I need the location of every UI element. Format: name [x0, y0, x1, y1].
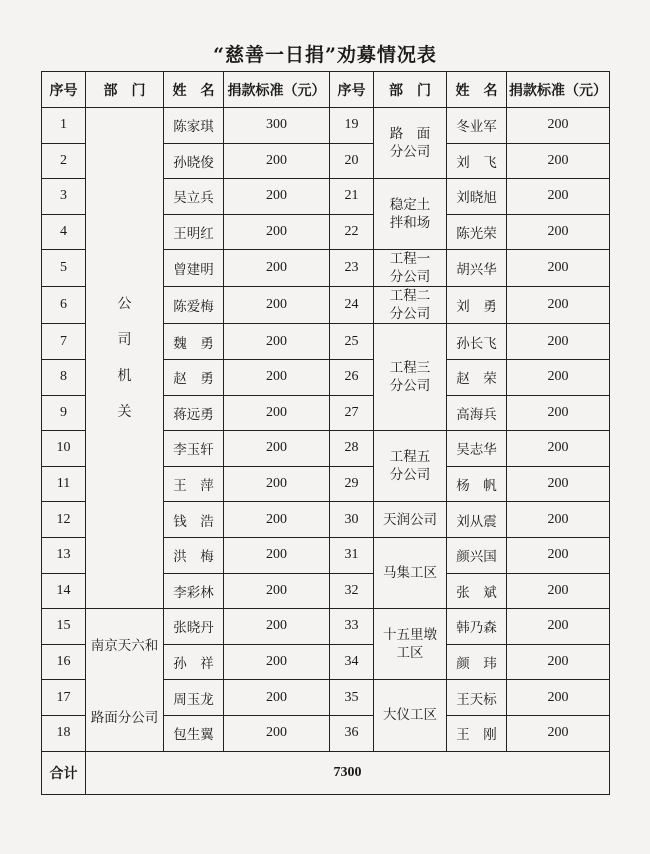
dept-char: 机 — [117, 368, 132, 385]
name-cell: 包生翼 — [164, 715, 224, 751]
amount-cell: 200 — [507, 644, 610, 680]
seq-cell: 19 — [330, 108, 374, 144]
donation-table — [41, 71, 610, 795]
dept-cell — [374, 680, 447, 751]
seq-cell: 26 — [330, 359, 374, 395]
seq-cell: 18 — [42, 715, 86, 751]
dept-label: 南京天六和 — [90, 638, 159, 655]
name-cell: 吴立兵 — [164, 179, 224, 215]
amount-cell: 200 — [507, 359, 610, 395]
amount-cell: 200 — [507, 466, 610, 502]
seq-cell: 15 — [42, 609, 86, 645]
amount-cell: 200 — [507, 214, 610, 250]
amount-cell: 200 — [507, 250, 610, 287]
dept-label: 马集工区 — [383, 565, 437, 582]
name-cell: 杨 帆 — [447, 466, 507, 502]
dept-cell — [86, 609, 164, 751]
total-value: 7300 — [86, 751, 610, 794]
amount-cell: 200 — [507, 715, 610, 751]
dept-label: 工程二 — [389, 288, 431, 305]
amount-cell: 200 — [507, 502, 610, 538]
name-cell: 赵 勇 — [164, 359, 224, 395]
dept-label: 分公司 — [389, 467, 431, 484]
amount-cell: 200 — [224, 431, 330, 467]
amount-cell: 200 — [224, 179, 330, 215]
dept-cell — [374, 502, 447, 538]
name-cell: 王 萍 — [164, 466, 224, 502]
seq-cell: 14 — [42, 573, 86, 609]
seq-cell: 29 — [330, 466, 374, 502]
seq-cell: 9 — [42, 395, 86, 431]
seq-cell: 5 — [42, 250, 86, 287]
dept-label: 稳定土 — [389, 197, 431, 214]
table-row — [42, 609, 610, 645]
seq-cell: 12 — [42, 502, 86, 538]
dept-label: 工程五 — [389, 449, 431, 466]
seq-cell: 6 — [42, 287, 86, 324]
dept-cell — [374, 431, 447, 502]
header-row — [42, 72, 610, 108]
name-cell: 洪 梅 — [164, 537, 224, 573]
dept-cell — [374, 287, 447, 324]
seq-cell: 3 — [42, 179, 86, 215]
dept-char: 公 — [117, 296, 132, 313]
amount-cell: 200 — [224, 609, 330, 645]
amount-cell: 200 — [507, 680, 610, 716]
dept-cell — [374, 179, 447, 250]
name-cell: 李彩林 — [164, 573, 224, 609]
name-cell: 李玉轩 — [164, 431, 224, 467]
name-cell: 孙长飞 — [447, 324, 507, 360]
seq-cell: 21 — [330, 179, 374, 215]
amount-cell: 200 — [224, 324, 330, 360]
seq-cell: 17 — [42, 680, 86, 716]
amount-cell: 200 — [507, 609, 610, 645]
dept-label: 路 面 — [389, 126, 431, 143]
name-cell: 王 刚 — [447, 715, 507, 751]
name-cell: 高海兵 — [447, 395, 507, 431]
amount-cell: 200 — [507, 537, 610, 573]
name-cell: 赵 荣 — [447, 359, 507, 395]
dept-label: 路面分公司 — [90, 710, 159, 727]
name-cell: 冬业军 — [447, 108, 507, 144]
seq-cell: 36 — [330, 715, 374, 751]
name-cell: 王天标 — [447, 680, 507, 716]
dept-label: 拌和场 — [389, 215, 431, 232]
amount-cell: 200 — [224, 573, 330, 609]
dept-cell — [374, 250, 447, 287]
seq-cell: 22 — [330, 214, 374, 250]
seq-cell: 4 — [42, 214, 86, 250]
name-cell: 陈爱梅 — [164, 287, 224, 324]
seq-cell: 35 — [330, 680, 374, 716]
amount-cell: 200 — [507, 108, 610, 144]
dept-label: 天润公司 — [383, 511, 437, 528]
amount-cell: 200 — [224, 359, 330, 395]
name-cell: 刘 飞 — [447, 143, 507, 179]
header-seq: 序号 — [42, 72, 86, 108]
amount-cell: 300 — [224, 108, 330, 144]
name-cell: 陈光荣 — [447, 214, 507, 250]
name-cell: 曾建明 — [164, 250, 224, 287]
name-cell: 刘从震 — [447, 502, 507, 538]
page-title: “慈善一日捐”劝募情况表 — [213, 44, 437, 66]
dept-label: 分公司 — [389, 269, 431, 286]
dept-char: 司 — [117, 332, 132, 349]
seq-cell: 23 — [330, 250, 374, 287]
seq-cell: 2 — [42, 143, 86, 179]
amount-cell: 200 — [224, 287, 330, 324]
amount-cell: 200 — [224, 214, 330, 250]
header-name: 姓 名 — [447, 72, 507, 108]
seq-cell: 28 — [330, 431, 374, 467]
amount-cell: 200 — [507, 143, 610, 179]
dept-cell — [374, 324, 447, 431]
header-seq: 序号 — [330, 72, 374, 108]
name-cell: 王明红 — [164, 214, 224, 250]
dept-label: 十五里墩 — [383, 627, 437, 644]
dept-label: 分公司 — [389, 378, 431, 395]
dept-label: 工程三 — [389, 360, 431, 377]
header-amount: 捐款标准（元） — [507, 72, 610, 108]
amount-cell: 200 — [507, 179, 610, 215]
seq-cell: 24 — [330, 287, 374, 324]
name-cell: 颜兴国 — [447, 537, 507, 573]
name-cell: 周玉龙 — [164, 680, 224, 716]
name-cell: 钱 浩 — [164, 502, 224, 538]
total-label: 合计 — [42, 751, 86, 794]
amount-cell: 200 — [507, 395, 610, 431]
seq-cell: 7 — [42, 324, 86, 360]
table-row — [42, 108, 610, 144]
dept-cell — [374, 537, 447, 608]
amount-cell: 200 — [224, 502, 330, 538]
seq-cell: 27 — [330, 395, 374, 431]
seq-cell: 30 — [330, 502, 374, 538]
header-dept: 部 门 — [86, 72, 164, 108]
seq-cell: 33 — [330, 609, 374, 645]
amount-cell: 200 — [224, 537, 330, 573]
seq-cell: 32 — [330, 573, 374, 609]
seq-cell: 16 — [42, 644, 86, 680]
name-cell: 张晓丹 — [164, 609, 224, 645]
name-cell: 颜 玮 — [447, 644, 507, 680]
name-cell: 张 斌 — [447, 573, 507, 609]
name-cell: 吴志华 — [447, 431, 507, 467]
name-cell: 胡兴华 — [447, 250, 507, 287]
dept-char: 关 — [117, 404, 132, 421]
name-cell: 韩乃森 — [447, 609, 507, 645]
amount-cell: 200 — [224, 680, 330, 716]
amount-cell: 200 — [507, 287, 610, 324]
amount-cell: 200 — [224, 143, 330, 179]
amount-cell: 200 — [507, 573, 610, 609]
seq-cell: 20 — [330, 143, 374, 179]
seq-cell: 25 — [330, 324, 374, 360]
dept-label: 工程一 — [389, 251, 431, 268]
name-cell: 孙 祥 — [164, 644, 224, 680]
dept-cell — [374, 108, 447, 179]
seq-cell: 31 — [330, 537, 374, 573]
seq-cell: 1 — [42, 108, 86, 144]
dept-cell — [374, 609, 447, 680]
seq-cell: 13 — [42, 537, 86, 573]
dept-label: 分公司 — [389, 144, 431, 161]
dept-label: 工区 — [396, 645, 424, 662]
dept-cell — [86, 108, 164, 609]
seq-cell: 11 — [42, 466, 86, 502]
amount-cell: 200 — [224, 250, 330, 287]
amount-cell: 200 — [224, 644, 330, 680]
name-cell: 蒋远勇 — [164, 395, 224, 431]
header-name: 姓 名 — [164, 72, 224, 108]
amount-cell: 200 — [224, 395, 330, 431]
seq-cell: 8 — [42, 359, 86, 395]
name-cell: 陈家琪 — [164, 108, 224, 144]
header-dept: 部 门 — [374, 72, 447, 108]
dept-label: 大仪工区 — [383, 707, 437, 724]
amount-cell: 200 — [507, 324, 610, 360]
name-cell: 魏 勇 — [164, 324, 224, 360]
header-amount: 捐款标准（元） — [224, 72, 330, 108]
name-cell: 刘 勇 — [447, 287, 507, 324]
amount-cell: 200 — [224, 715, 330, 751]
name-cell: 刘晓旭 — [447, 179, 507, 215]
name-cell: 孙晓俊 — [164, 143, 224, 179]
seq-cell: 34 — [330, 644, 374, 680]
seq-cell: 10 — [42, 431, 86, 467]
dept-label: 分公司 — [389, 306, 431, 323]
total-row — [42, 751, 610, 794]
amount-cell: 200 — [224, 466, 330, 502]
amount-cell: 200 — [507, 431, 610, 467]
